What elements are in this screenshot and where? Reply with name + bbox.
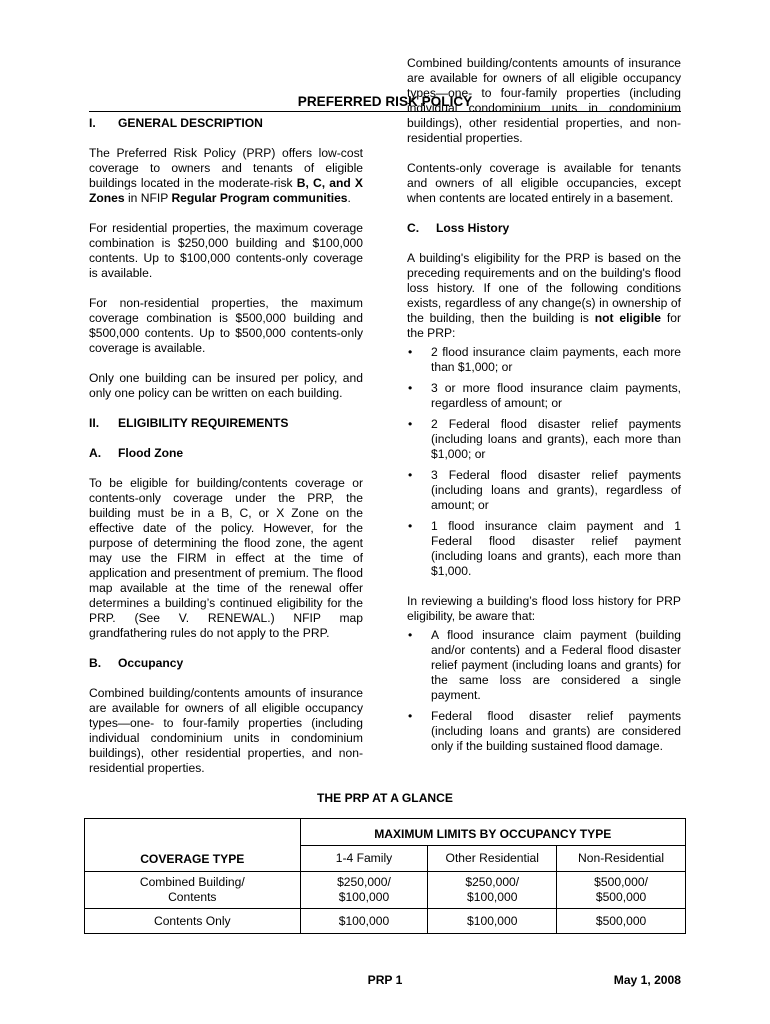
- table-cell: [557, 872, 686, 909]
- row-label: [85, 872, 301, 909]
- section-title: ELIGIBILITY REQUIREMENTS: [118, 416, 289, 430]
- row-label: Contents Only: [85, 909, 301, 934]
- loss-conditions-list: [407, 345, 681, 579]
- text-run: .: [347, 191, 351, 205]
- section-heading-eligibility: [89, 416, 363, 431]
- bullet-icon: •: [408, 417, 413, 431]
- section-title: GENERAL DESCRIPTION: [118, 116, 263, 130]
- general-paragraph-1: [89, 146, 363, 206]
- page-date: May 1, 2008: [613, 973, 681, 987]
- bold-run: B, C, and X Zones: [89, 176, 363, 205]
- subsection-heading-loss-history: [407, 221, 681, 236]
- table-row: [85, 872, 686, 909]
- subsection-heading-flood-zone: [89, 446, 363, 461]
- list-item: [407, 519, 681, 579]
- bullet-icon: •: [408, 468, 413, 482]
- right-column: [407, 56, 681, 769]
- subsection-title: Occupancy: [118, 656, 184, 670]
- list-item: [407, 709, 681, 754]
- subsection-letter: A.: [89, 446, 102, 460]
- subsection-title: Flood Zone: [118, 446, 184, 460]
- cell-line: $250,000/: [465, 875, 520, 889]
- continued-text: Combined building/contents amounts of insurance are available for owners of all eligible occupancy types—one- to four-family properties (including individual condominium units in condominium buildings), other residential properties, and non-residential properties.: [407, 56, 681, 145]
- bullet-icon: •: [408, 345, 413, 359]
- table-cell: $500,000: [557, 909, 686, 934]
- column-header: 1-4 Family: [300, 846, 428, 872]
- text-run: The Preferred Risk Policy (PRP) offers low-cost coverage to owners and tenants of eligible buildings located in the moderate-risk: [89, 146, 363, 190]
- list-item-text: 3 Federal flood disaster relief payments (including loans and grants), regardless of amount; or: [431, 468, 681, 512]
- page-title: PREFERRED RISK POLICY: [297, 94, 473, 109]
- subsection-title: Loss History: [436, 221, 510, 235]
- text-run: A building's eligibility for the PRP is based on the preceding requirements and on the building's flood loss history. If one of the following conditions exists, regardless of any change(s) in ownership of the building, then the building is: [407, 251, 681, 325]
- glance-table: [84, 818, 686, 934]
- table-cell: [428, 872, 557, 909]
- list-item: [407, 417, 681, 462]
- occupancy-paragraph-2: Contents-only coverage is available for tenants and owners of all eligible occupancies, except when contents are located entirely in a basement.: [407, 161, 681, 205]
- occupancy-paragraph-1-continued: [407, 56, 681, 146]
- page-number: PRP 1: [367, 973, 403, 987]
- section-number: I.: [89, 116, 96, 130]
- bold-run: Regular Program communities: [171, 191, 348, 205]
- bullet-icon: •: [408, 381, 413, 395]
- max-limits-header: MAXIMUM LIMITS BY OCCUPANCY TYPE: [300, 819, 685, 846]
- glance-title: THE PRP AT A GLANCE: [317, 791, 453, 805]
- cell-line: $250,000/: [337, 875, 391, 889]
- subsection-letter: C.: [407, 221, 420, 235]
- cell-line: Contents: [168, 890, 217, 904]
- cell-line: $500,000: [595, 890, 647, 904]
- subsection-heading-occupancy: [89, 656, 363, 671]
- list-item-text: 3 or more flood insurance claim payments, regardless of amount; or: [431, 381, 681, 410]
- review-paragraph: In reviewing a building’s flood loss history for PRP eligibility, be aware that:: [407, 594, 681, 623]
- general-paragraph-4: Only one building can be insured per policy, and only one policy can be written on each building.: [89, 371, 363, 400]
- list-item: [407, 628, 681, 703]
- loss-history-paragraph: [407, 251, 681, 341]
- list-item: [407, 381, 681, 411]
- text-run: for the PRP:: [407, 311, 681, 340]
- table-cell: [300, 872, 428, 909]
- column-header: Other Residential: [428, 846, 557, 872]
- cell-line: Combined Building/: [139, 875, 245, 889]
- list-item-text: A flood insurance claim payment (building and/or contents) and a Federal flood disaster relief payment (including loans and grants) for the same loss are considered a single payment.: [431, 628, 681, 702]
- cell-line: $100,000: [467, 890, 518, 904]
- general-paragraph-2: For residential properties, the maximum coverage combination is $250,000 building and $100,000 contents. Up to $100,000 contents-only coverage is available.: [89, 221, 363, 280]
- cell-line: $500,000/: [594, 875, 648, 889]
- table-row: [85, 819, 686, 846]
- bullet-icon: •: [408, 519, 413, 533]
- subsection-letter: B.: [89, 656, 102, 670]
- list-item-text: 2 Federal flood disaster relief payments (including loans and grants), each more than $1,000; or: [431, 417, 681, 461]
- review-notes-list: [407, 628, 681, 754]
- bold-run: not eligible: [594, 311, 662, 325]
- occupancy-paragraph-1: Combined building/contents amounts of insurance are available for owners of all eligible occupancy types—one- to four-family properties (including individual condominium units in condominium buildings), other residential properties, and non-residential properties.: [89, 686, 363, 775]
- table-cell: $100,000: [300, 909, 428, 934]
- table-cell: $100,000: [428, 909, 557, 934]
- flood-zone-paragraph: To be eligible for building/contents coverage or contents-only coverage under the PRP, the building must be in a B, C, or X Zone on the effective date of the policy. However, for the purpose of determining the flood zone, the agent may use the FIRM in effect at the time of application and presentment of premium. The flood map available at the time of the renewal offer determines a building’s continued eligibility for the PRP. (See V. RENEWAL.) NFIP map grandfathering rules do not apply to the PRP.: [89, 476, 363, 640]
- list-item: [407, 345, 681, 375]
- list-item-text: 1 flood insurance claim payment and 1 Federal flood disaster relief payment (including loans and grants), each more than $1,000.: [431, 519, 681, 578]
- coverage-type-header: COVERAGE TYPE: [85, 819, 301, 872]
- left-column: [89, 116, 363, 775]
- cell-line: $100,000: [338, 890, 390, 904]
- section-heading-general: [89, 116, 363, 131]
- table-row: [85, 909, 686, 934]
- general-paragraph-3: For non-residential properties, the maximum coverage combination is $500,000 building and $500,000 contents. Up to $500,000 contents-only coverage is available.: [89, 296, 363, 355]
- list-item: [407, 468, 681, 513]
- text-run: in NFIP: [124, 191, 172, 205]
- bullet-icon: •: [408, 628, 413, 642]
- bullet-icon: •: [408, 709, 413, 723]
- list-item-text: Federal flood disaster relief payments (including loans and grants) are considered only if the building sustained flood damage.: [431, 709, 681, 753]
- column-header: Non-Residential: [557, 846, 686, 872]
- list-item-text: 2 flood insurance claim payments, each more than $1,000; or: [431, 345, 681, 374]
- section-number: II.: [89, 416, 100, 430]
